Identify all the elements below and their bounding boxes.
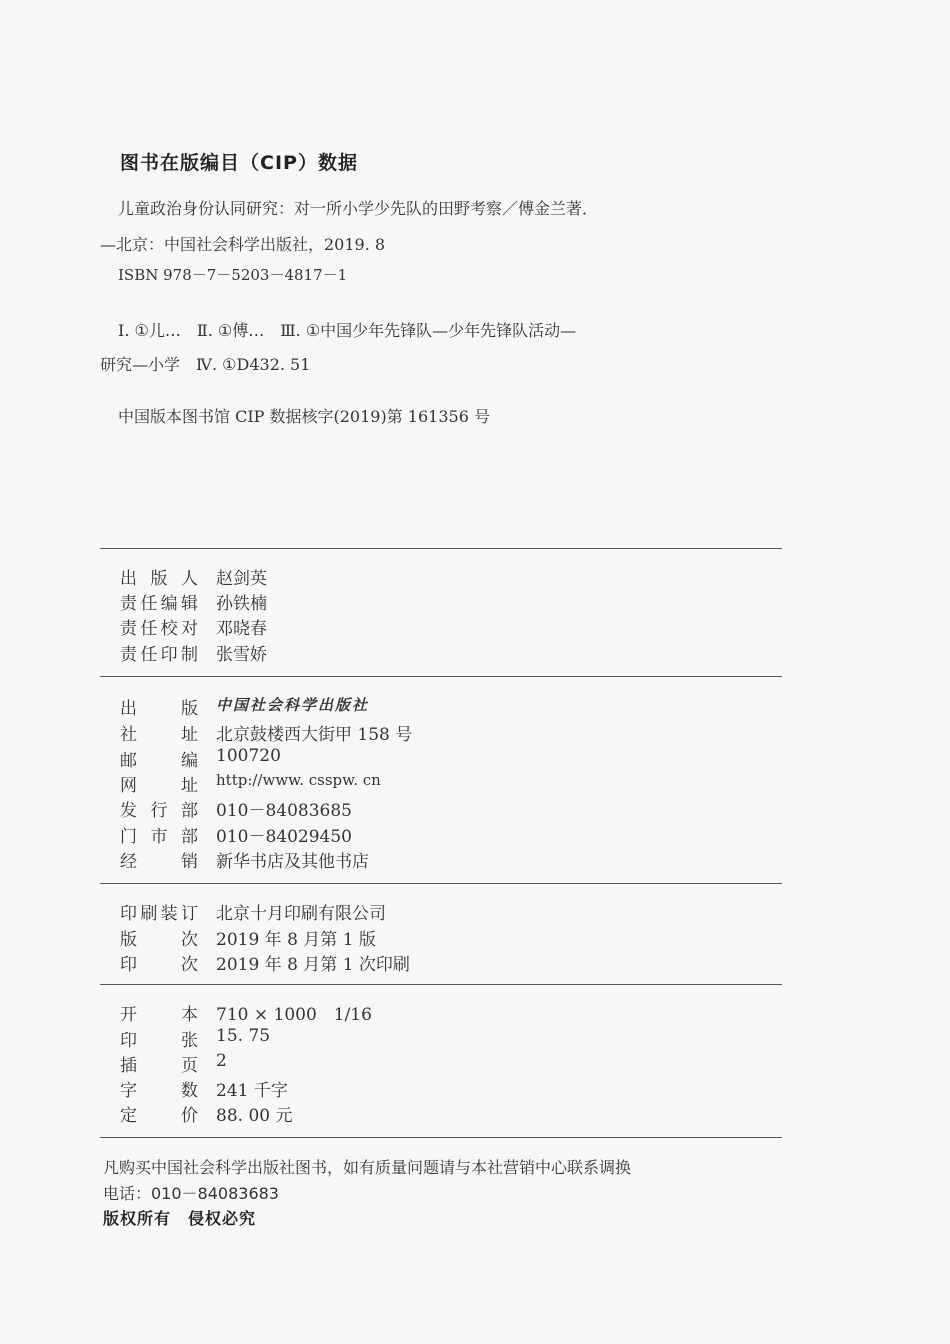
divider [100, 1137, 782, 1138]
publisher-row [120, 796, 352, 820]
field-value: 710 × 1000 1/16 [216, 1005, 372, 1025]
field-label: 印张 [120, 1031, 198, 1051]
field-label: 定价 [120, 1106, 198, 1126]
field-value: 100720 [216, 746, 281, 766]
divider [100, 984, 782, 985]
spec-row [120, 1000, 372, 1024]
field-value: 241 千字 [216, 1081, 288, 1101]
field-value: 邓晓春 [216, 619, 267, 639]
website-value: http://www. csspw. cn [216, 771, 381, 789]
field-label: 网址 [120, 776, 198, 796]
spec-row [120, 1076, 288, 1100]
field-value: 2019 年 8 月第 1 次印刷 [216, 955, 410, 975]
printing-row [120, 950, 410, 974]
field-label: 邮编 [120, 751, 198, 771]
field-value: 010－84029450 [216, 827, 352, 847]
publisher-logotype: 中国社会科学出版社 [216, 696, 370, 714]
field-value: 赵剑英 [216, 569, 267, 589]
divider [100, 548, 782, 549]
field-label: 责任编辑 [120, 594, 198, 614]
field-label: 出版人 [120, 569, 198, 589]
field-label: 经销 [120, 852, 198, 872]
cip-classification-1: Ⅰ. ①儿… Ⅱ. ①傅… Ⅲ. ①中国少年先锋队—少年先锋队活动— [118, 321, 577, 340]
copyright-notice: 版权所有 侵权必究 [103, 1209, 257, 1228]
divider [100, 676, 782, 677]
printing-row [120, 899, 386, 923]
field-value: 北京鼓楼西大街甲 158 号 [216, 725, 413, 745]
staff-row [120, 614, 267, 638]
cip-book-line: 儿童政治身份认同研究：对一所小学少先队的田野考察／傅金兰著． [118, 199, 599, 218]
field-label: 发行部 [120, 801, 198, 821]
spec-row [120, 1101, 292, 1125]
cip-title: 图书在版编目（CIP）数据 [120, 152, 358, 174]
field-label: 社址 [120, 725, 198, 745]
publisher-row [120, 771, 381, 795]
publisher-row [120, 720, 412, 744]
cip-classification-2: 研究—小学 Ⅳ. ①D432. 51 [100, 355, 311, 374]
printing-row [120, 925, 376, 949]
field-value: 新华书店及其他书店 [216, 852, 369, 872]
field-label: 开本 [120, 1005, 198, 1025]
publisher-row [120, 822, 352, 846]
publisher-row [120, 847, 369, 871]
cip-isbn: ISBN 978－7－5203－4817－1 [118, 266, 348, 284]
field-label: 责任印制 [120, 645, 198, 665]
field-label: 责任校对 [120, 619, 198, 639]
spec-row [120, 1051, 227, 1075]
field-label: 出版 [120, 699, 198, 719]
spec-row [120, 1026, 270, 1050]
publisher-row [120, 746, 281, 770]
field-label: 印次 [120, 955, 198, 975]
divider [100, 883, 782, 884]
field-value: 010－84083685 [216, 801, 352, 821]
field-value: 北京十月印刷有限公司 [216, 904, 386, 924]
field-label: 印刷装订 [120, 904, 198, 924]
staff-row [120, 589, 267, 613]
field-value: 88. 00 元 [216, 1106, 293, 1126]
field-label: 字数 [120, 1081, 198, 1101]
field-label: 门市部 [120, 827, 198, 847]
field-value: 15. 75 [216, 1026, 271, 1046]
field-value: 2019 年 8 月第 1 版 [216, 930, 376, 950]
field-label: 版次 [120, 930, 198, 950]
cip-publisher-line: —北京：中国社会科学出版社，2019. 8 [100, 235, 386, 254]
cip-verification: 中国版本图书馆 CIP 数据核字(2019)第 161356 号 [118, 407, 490, 426]
field-value: 孙铁楠 [216, 594, 267, 614]
staff-row [120, 640, 267, 664]
service-phone: 电话：010－84083683 [103, 1184, 279, 1203]
field-label: 插页 [120, 1056, 198, 1076]
field-value: 张雪娇 [216, 645, 267, 665]
staff-row [120, 564, 267, 588]
field-value: 2 [216, 1051, 227, 1071]
quality-notice: 凡购买中国社会科学出版社图书，如有质量问题请与本社营销中心联系调换 [103, 1158, 632, 1177]
publisher-row [120, 694, 369, 718]
